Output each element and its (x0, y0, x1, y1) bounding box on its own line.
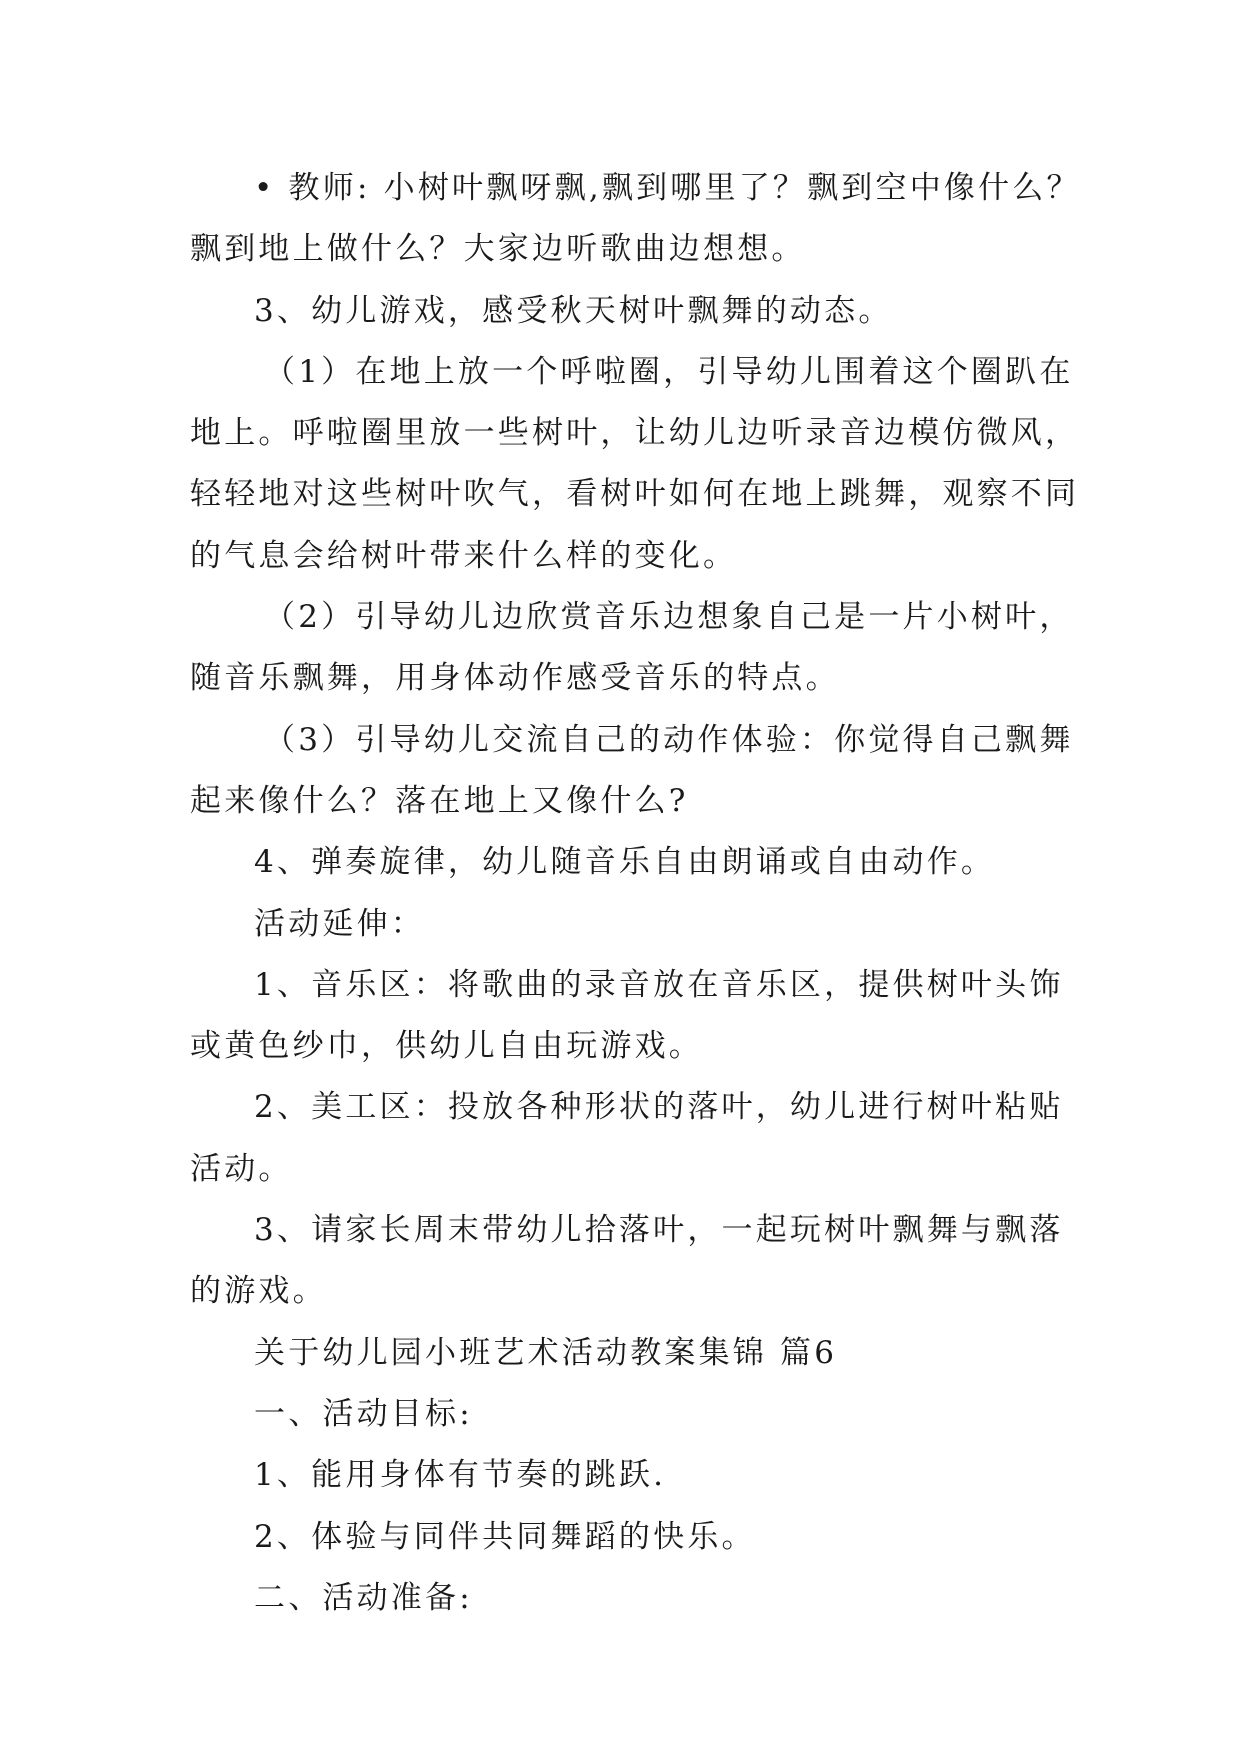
paragraph-line: 起来像什么？落在地上又像什么? (190, 782, 689, 819)
section-heading: 活动延伸： (254, 905, 425, 942)
paragraph-line: 的游戏。 (190, 1273, 327, 1310)
paragraph-line: （2）引导幼儿边欣赏音乐边想象自己是一片小树叶， (264, 599, 1074, 636)
paragraph-line: 2、体验与同伴共同舞蹈的快乐。 (254, 1518, 756, 1555)
paragraph-line: 轻轻地对这些树叶吹气，看树叶如何在地上跳舞，观察不同 (190, 476, 1080, 513)
paragraph-line: （3）引导幼儿交流自己的动作体验：你觉得自己飘舞 (264, 721, 1074, 758)
paragraph-line: 4、弹奏旋律，幼儿随音乐自由朗诵或自由动作。 (254, 844, 996, 881)
paragraph-line: 2、美工区：投放各种形状的落叶，幼儿进行树叶粘贴 (254, 1089, 1064, 1126)
paragraph-line: 1、音乐区：将歌曲的录音放在音乐区，提供树叶头饰 (254, 966, 1064, 1003)
paragraph-line: 飘到地上做什么？大家边听歌曲边想想。 (190, 231, 806, 268)
paragraph-line: 或黄色纱巾，供幼儿自由玩游戏。 (190, 1028, 703, 1065)
document-body (190, 158, 1081, 1629)
paragraph-line: （1）在地上放一个呼啦圈，引导幼儿围着这个圈趴在 (264, 353, 1074, 390)
paragraph-line: • 教师: 小树叶飘呀飘,飘到哪里了？飘到空中像什么？ (254, 170, 1081, 206)
paragraph-line: 活动。 (190, 1150, 293, 1187)
paragraph-line: 地上。呼啦圈里放一些树叶，让幼儿边听录音边模仿微风， (190, 415, 1080, 452)
section-heading: 二、活动准备: (254, 1579, 473, 1616)
paragraph-line: 的气息会给树叶带来什么样的变化。 (190, 537, 738, 574)
section-heading: 一、活动目标: (254, 1395, 473, 1432)
paragraph-line: 随音乐飘舞，用身体动作感受音乐的特点。 (190, 660, 840, 697)
paragraph-line: 3、请家长周末带幼儿拾落叶，一起玩树叶飘舞与飘落 (254, 1212, 1064, 1249)
paragraph-line: 3、幼儿游戏，感受秋天树叶飘舞的动态。 (254, 292, 893, 329)
paragraph-line: 1、能用身体有节奏的跳跃. (254, 1457, 667, 1494)
article-title: 关于幼儿园小班艺术活动教案集锦 篇6 (254, 1334, 838, 1371)
